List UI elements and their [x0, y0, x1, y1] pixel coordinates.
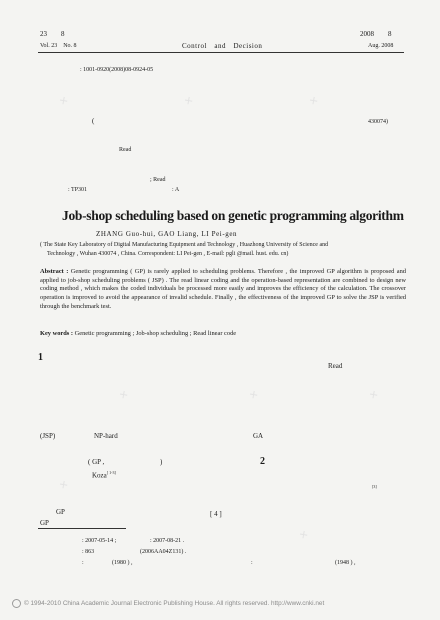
footnote-fund-code: (2006AA04Z131) . [140, 549, 187, 555]
body-gp-open: ( GP , [88, 458, 105, 466]
clc-number: : TP301 [68, 187, 88, 193]
journal-name: Control and Decision [182, 42, 263, 50]
section-2-number: 2 [260, 456, 265, 467]
watermark-mark: ✕ [297, 528, 311, 543]
footnote-bio-1-year: (1980 ) , [112, 560, 133, 566]
article-id: : 1001-0920(2008)08-0924-05 [80, 67, 154, 73]
header-rule [38, 52, 404, 53]
keywords [40, 330, 236, 337]
body-read: Read [328, 362, 343, 370]
volume-en: Vol. 23 No. 8 [40, 43, 77, 49]
watermark-mark: ✕ [57, 94, 71, 109]
footnote-fund: : 863 [82, 549, 95, 555]
watermark-mark: ✕ [182, 94, 196, 109]
cnki-logo-icon [12, 599, 21, 608]
body-ref-4: [ 4 ] [210, 510, 222, 518]
section-1-number: 1 [38, 352, 43, 363]
copyright-line: © 1994-2010 China Academic Journal Electronic Publishing House. All rights reserved. http://www.cnki.net [24, 600, 325, 607]
watermark-mark: ✕ [247, 388, 261, 403]
read-term: Read [119, 147, 132, 153]
watermark-mark: ✕ [367, 388, 381, 403]
affil-code: 430074) [368, 119, 388, 125]
body-jsp: (JSP) [40, 432, 56, 440]
footnote-received: : 2007-05-14 ; [82, 538, 117, 544]
paper-title: Job-shop scheduling based on genetic programming algorithm [62, 208, 404, 223]
body-ref-3: [3] [372, 484, 377, 489]
affiliation-line-1: ( The State Key Laboratory of Digital Manufacturing Equipment and Technology , Huazhong University of Science and [40, 242, 329, 248]
footnote-bio-1: : [82, 560, 84, 566]
body-gp-close: ) [160, 458, 163, 466]
watermark-mark: ✕ [307, 94, 321, 109]
footnote-rule [38, 528, 126, 529]
year-cn: 2008 8 [360, 30, 392, 38]
keywords-text: Genetic programming ; Job-shop scheduling ; Read linear code [73, 330, 237, 337]
footnote-bio-2-year: (1948 ) , [335, 560, 356, 566]
date-en: Aug. 2008 [368, 43, 394, 49]
keywords-read: ; Read [150, 177, 166, 183]
affil-open: ( [92, 117, 95, 125]
abstract-text: Genetic programming ( GP) is rarely applied to scheduling problems. Therefore , the improved GP algorithm is proposed and applied to job-shop scheduling problems ( JSP) . The read linear coding and the operation-based representation are combined to design new coding method , which makes the coded individuals be processed more easily and improves the efficiency of the calculation. The crossover operation is improved to avoid the appearance of invalid schedule. Finally , the effectiveness of the improved GP to solve the JSP is verified through the benchmark test. [40, 268, 406, 310]
body-gp-1: GP [56, 508, 65, 516]
body-koza: Koza[ 1-3] [92, 470, 116, 480]
watermark-mark: ✕ [57, 478, 71, 493]
abstract-label: Abstract : [40, 268, 69, 275]
volume-cn: 23 8 [40, 30, 65, 38]
affiliation-line-2: Technology , Wuhan 430074 , China. Correspondent: LI Pei-gen , E-mail: pgli @mail. hust. edu. cn) [47, 251, 289, 257]
watermark-mark: ✕ [117, 388, 131, 403]
keywords-label: Key words : [40, 330, 74, 337]
footnote-bio-tail: : [251, 560, 253, 566]
body-ga: GA [253, 432, 264, 440]
footnote-revised: : 2007-08-21 . [150, 538, 185, 544]
authors: ZHANG Guo-hui, GAO Liang, LI Pei-gen [96, 230, 238, 238]
doc-code: : A [172, 187, 180, 193]
body-gp-2: GP [40, 519, 49, 527]
body-np-hard: NP-hard [94, 432, 118, 440]
abstract [40, 268, 406, 312]
